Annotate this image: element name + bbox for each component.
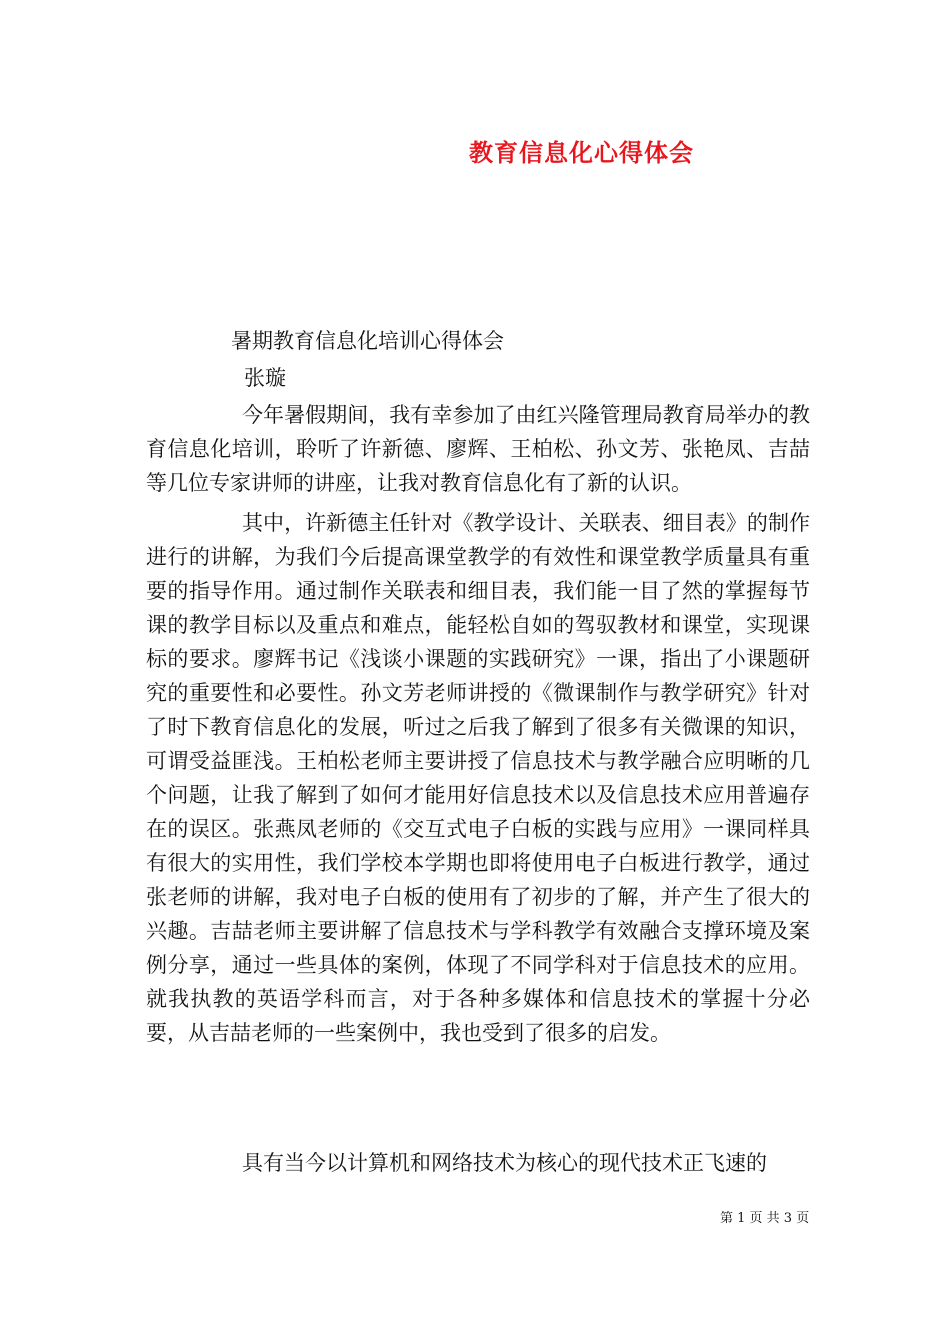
paragraph-text: 具有当今以计算机和网络技术为核心的现代技术正飞速的 bbox=[242, 1151, 767, 1175]
paragraph-text: 今年暑假期间，我有幸参加了由红兴隆管理局教育局举办的教育信息化培训，聆听了许新德、廖辉、王柏松、孙文芳、张艳凤、吉喆等几位专家讲师的讲座，让我对教育信息化有了新的认识。 bbox=[146, 403, 810, 495]
author-name: 张璇 bbox=[244, 366, 286, 390]
page-number-footer: 第 1 页 共 3 页 bbox=[720, 1211, 810, 1226]
body-paragraph-2 bbox=[146, 506, 810, 1050]
body-paragraph-3 bbox=[146, 1146, 810, 1180]
document-subtitle: 暑期教育信息化培训心得体会 bbox=[231, 329, 504, 353]
paragraph-text: 其中，许新德主任针对《教学设计、关联表、细目表》的制作进行的讲解，为我们今后提高课堂教学的有效性和课堂教学质量具有重要的指导作用。通过制作关联表和细目表，我们能一目了然的掌握每节课的教学目标以及重点和难点，能轻松自如的驾驭教材和课堂，实现课标的要求。廖辉书记《浅谈小课题的实践研究》一课，指出了小课题研究的重要性和必要性。孙文芳老师讲授的《微课制作与教学研究》针对了时下教育信息化的发展，听过之后我了解到了很多有关微课的知识，可谓受益匪浅。王柏松老师主要讲授了信息技术与教学融合应明晰的几个问题，让我了解到了如何才能用好信息技术以及信息技术应用普遍存在的误区。张燕凤老师的《交互式电子白板的实践与应用》一课同样具有很大的实用性，我们学校本学期也即将使用电子白板进行教学，通过张老师的讲解，我对电子白板的使用有了初步的了解，并产生了很大的兴趣。吉喆老师主要讲解了信息技术与学科教学有效融合支撑环境及案例分享，通过一些具体的案例，体现了不同学科对于信息技术的应用。就我执教的英语学科而言，对于各种多媒体和信息技术的掌握十分必要，从吉喆老师的一些案例中，我也受到了很多的启发。 bbox=[146, 511, 810, 1045]
document-title: 教育信息化心得体会 bbox=[469, 138, 694, 167]
body-paragraph-1 bbox=[146, 398, 810, 500]
